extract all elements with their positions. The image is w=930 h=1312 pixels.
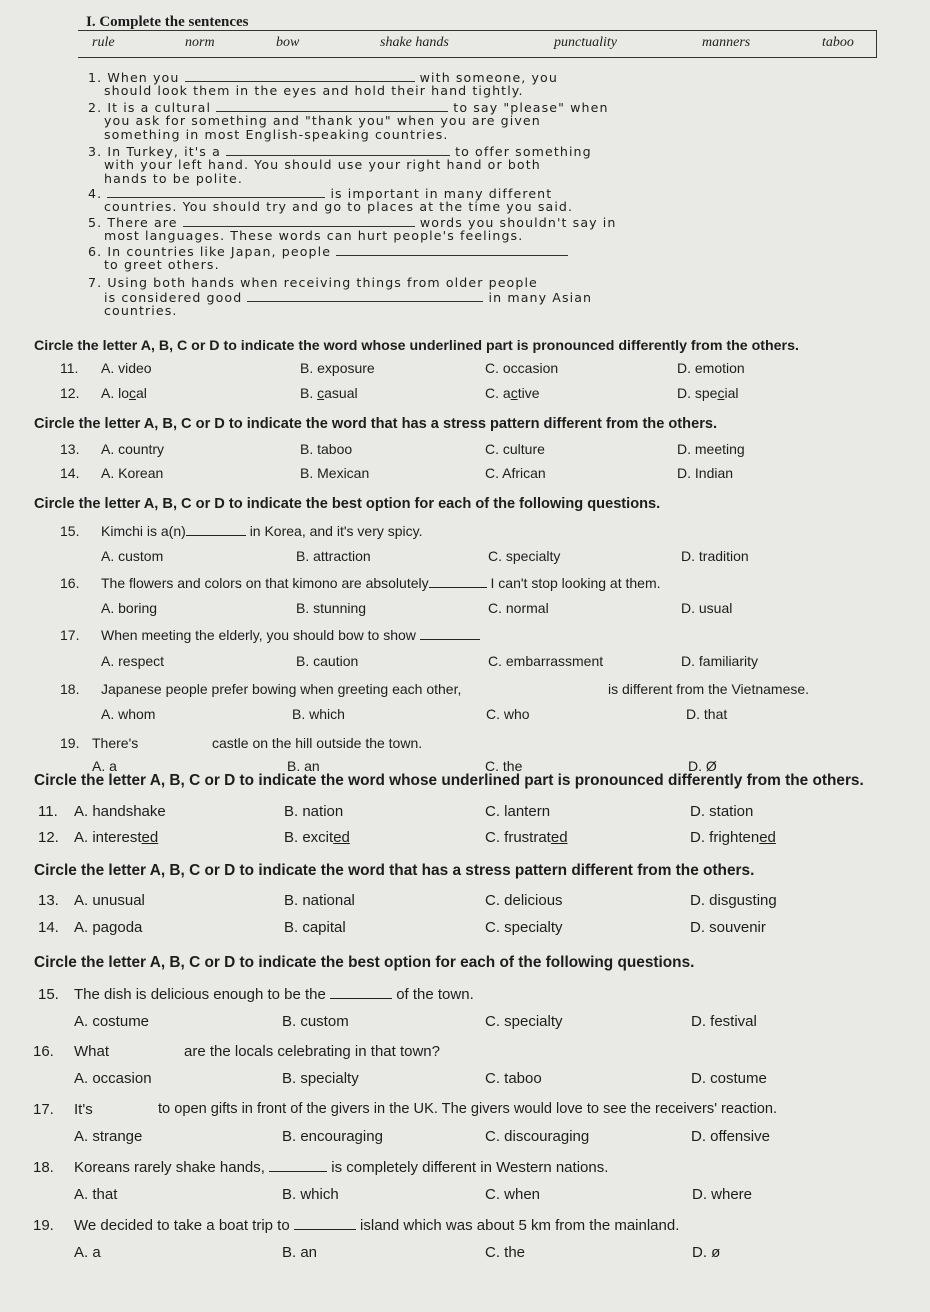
option-d[interactable]: D. disgusting <box>690 892 777 909</box>
option-a[interactable]: A. strange <box>74 1128 143 1145</box>
question-number: 15. <box>60 523 80 539</box>
sentence-line: most languages. These words can hurt people's feelings. <box>104 228 524 243</box>
question-number: 13. <box>38 892 59 909</box>
answer-blank[interactable] <box>429 575 487 588</box>
option-c[interactable]: C. who <box>486 706 530 722</box>
word-bank-item: norm <box>185 35 215 50</box>
question-number: 19. <box>33 1217 54 1234</box>
question-stem: It's <box>74 1101 93 1118</box>
option-d[interactable]: D. emotion <box>677 360 745 376</box>
sentence-5: 5. There are words you shouldn't say in <box>88 215 617 230</box>
option-a[interactable]: A. Korean <box>101 465 164 481</box>
question-number: 16. <box>60 575 80 591</box>
word-bank-item: shake hands <box>380 35 449 50</box>
option-b[interactable]: B. capital <box>284 919 346 936</box>
instruction-stress: Circle the letter A, B, C or D to indicate the word that has a stress pattern different from the others. <box>34 862 755 879</box>
sentence-6: 6. In countries like Japan, people <box>88 244 568 259</box>
option-d[interactable]: D. frightened <box>690 829 776 846</box>
option-a[interactable]: A. custom <box>101 548 164 564</box>
sentence-3: 3. In Turkey, it's a to offer something <box>88 144 592 159</box>
instruction-stress: Circle the letter A, B, C or D to indicate the word that has a stress pattern different from the others. <box>34 416 718 432</box>
option-c[interactable]: C. specialty <box>485 1013 563 1030</box>
option-a[interactable]: A. occasion <box>74 1070 152 1087</box>
word-bank-item: manners <box>702 35 751 50</box>
option-c[interactable]: C. frustrated <box>485 829 568 846</box>
option-b[interactable]: B. which <box>292 706 345 722</box>
option-a[interactable]: A. costume <box>74 1013 150 1030</box>
option-d[interactable]: D. tradition <box>681 548 749 564</box>
sentence-line: should look them in the eyes and hold their hand tightly. <box>104 83 524 98</box>
question-number: 14. <box>60 465 80 481</box>
sentence-line: with your left hand. You should use your right hand or both <box>104 157 541 172</box>
option-c[interactable]: C. specialty <box>485 919 563 936</box>
answer-blank[interactable] <box>247 290 483 302</box>
question-number: 19. <box>60 735 80 751</box>
sentence-4: 4. is important in many different <box>88 186 553 201</box>
answer-blank[interactable] <box>269 1159 327 1172</box>
option-a[interactable]: A. a <box>92 758 117 774</box>
option-c[interactable]: C. the <box>485 1244 526 1261</box>
answer-blank[interactable] <box>185 70 415 82</box>
option-b[interactable]: B. Mexican <box>300 465 370 481</box>
option-b[interactable]: B. an <box>287 758 320 774</box>
sentence-line: countries. <box>104 303 178 318</box>
answer-blank[interactable] <box>183 215 415 227</box>
option-c[interactable]: C. normal <box>488 600 549 616</box>
question-stem: The dish is delicious enough to be the of the town. <box>74 986 474 1003</box>
option-c[interactable]: C. the <box>485 758 523 774</box>
section-title: I. Complete the sentences <box>86 14 249 30</box>
question-stem: Kimchi is a(n) in Korea, and it's very spicy. <box>101 523 423 539</box>
question-stem: Japanese people prefer bowing when greeting each other, <box>101 681 462 697</box>
option-d[interactable]: D. festival <box>691 1013 757 1030</box>
question-number: 13. <box>60 441 80 457</box>
option-d[interactable]: D. meeting <box>677 441 745 457</box>
question-stem-end: castle on the hill outside the town. <box>212 735 423 751</box>
answer-blank[interactable] <box>336 244 568 256</box>
option-b[interactable]: B. custom <box>282 1013 349 1030</box>
question-number: 11. <box>60 360 79 376</box>
sentence-2: 2. It is a cultural to say "please" when <box>88 100 609 115</box>
question-number: 11. <box>38 803 58 820</box>
option-c[interactable]: C. African <box>485 465 546 481</box>
word-bank-item: bow <box>276 35 300 50</box>
question-number: 14. <box>38 919 59 936</box>
option-a[interactable]: A. pagoda <box>74 919 143 936</box>
option-c[interactable]: C. lantern <box>485 803 551 820</box>
sentence-line: hands to be polite. <box>104 171 243 186</box>
answer-blank[interactable] <box>294 1217 356 1230</box>
option-a[interactable]: A. boring <box>101 600 158 616</box>
sentence-line: you ask for something and "thank you" when you are given <box>104 113 541 128</box>
question-number: 12. <box>60 385 80 401</box>
option-b[interactable]: B. stunning <box>296 600 367 616</box>
option-d[interactable]: D. where <box>692 1186 753 1203</box>
question-number: 18. <box>33 1159 54 1176</box>
option-d[interactable]: D. usual <box>681 600 733 616</box>
option-a[interactable]: A. country <box>101 441 165 457</box>
answer-blank[interactable] <box>226 144 450 156</box>
word-bank-item: taboo <box>822 35 854 50</box>
option-a[interactable]: A. unusual <box>74 892 145 909</box>
question-number: 16. <box>33 1043 54 1060</box>
question-number: 17. <box>33 1101 54 1118</box>
sentence-1: 1. When you with someone, you <box>88 70 558 85</box>
answer-blank[interactable] <box>330 986 392 999</box>
question-stem-end: are the locals celebrating in that town? <box>184 1043 440 1060</box>
option-b[interactable]: B. nation <box>284 803 344 820</box>
question-number: 17. <box>60 627 80 643</box>
option-d[interactable]: D. offensive <box>691 1128 770 1145</box>
sentence-7: 7. Using both hands when receiving things from older people <box>88 275 538 290</box>
question-stem: When meeting the elderly, you should bow to show <box>101 627 480 643</box>
option-c[interactable]: C. delicious <box>485 892 563 909</box>
option-b[interactable]: B. taboo <box>300 441 353 457</box>
question-number: 15. <box>38 986 59 1003</box>
option-b[interactable]: B. which <box>282 1186 339 1203</box>
sentence-line: to greet others. <box>104 257 220 272</box>
option-b[interactable]: B. attraction <box>296 548 371 564</box>
instruction-pronunciation: Circle the letter A, B, C or D to indicate the word whose underlined part is pronounced differently from the others. <box>34 338 799 354</box>
word-bank-item: rule <box>92 35 115 50</box>
option-d[interactable]: D. Indian <box>677 465 734 481</box>
option-b[interactable]: B. specialty <box>282 1070 359 1087</box>
answer-blank[interactable] <box>107 186 325 198</box>
question-stem: The flowers and colors on that kimono are absolutely I can't stop looking at them. <box>101 575 661 591</box>
option-a[interactable]: A. video <box>101 360 152 376</box>
question-stem-end: to open gifts in front of the givers in the UK. The givers would love to see the receivers' reaction. <box>158 1101 778 1117</box>
option-b[interactable]: B. national <box>284 892 355 909</box>
sentence-line: something in most English-speaking countries. <box>104 127 449 142</box>
option-b[interactable]: B. caution <box>296 653 359 669</box>
instruction-pronunciation: Circle the letter A, B, C or D to indicate the word whose underlined part is pronounced differently from the others. <box>34 772 864 789</box>
question-stem: There's <box>92 735 139 751</box>
question-stem: Koreans rarely shake hands, is completely different in Western nations. <box>74 1159 609 1176</box>
answer-blank[interactable] <box>186 523 246 536</box>
option-a[interactable]: A. respect <box>101 653 165 669</box>
option-b[interactable]: B. excited <box>284 829 350 846</box>
question-number: 12. <box>38 829 59 846</box>
option-a[interactable]: A. whom <box>101 706 156 722</box>
option-d[interactable]: D. costume <box>691 1070 767 1087</box>
option-d[interactable]: D. souvenir <box>690 919 766 936</box>
instruction-best-option: Circle the letter A, B, C or D to indicate the best option for each of the following questions. <box>34 496 661 512</box>
option-a[interactable]: A. local <box>101 385 147 401</box>
option-d[interactable]: D. ø <box>692 1244 721 1261</box>
option-c[interactable]: C. active <box>485 385 540 401</box>
option-a[interactable]: A. a <box>74 1244 101 1261</box>
option-b[interactable]: B. encouraging <box>282 1128 383 1145</box>
option-c[interactable]: C. taboo <box>485 1070 542 1087</box>
question-stem: What <box>74 1043 110 1060</box>
instruction-best-option: Circle the letter A, B, C or D to indicate the best option for each of the following questions. <box>34 954 695 971</box>
sentence-line: is considered good in many Asian <box>104 290 593 305</box>
answer-blank[interactable] <box>420 627 480 640</box>
option-a[interactable]: A. interested <box>74 829 159 846</box>
sentence-line: countries. You should try and go to places at the time you said. <box>104 199 574 214</box>
word-bank-item: punctuality <box>554 35 617 50</box>
option-d[interactable]: D. familiarity <box>681 653 759 669</box>
option-a[interactable]: A. that <box>74 1186 118 1203</box>
option-d[interactable]: D. station <box>690 803 754 820</box>
option-b[interactable]: B. casual <box>300 385 358 401</box>
option-b[interactable]: B. an <box>282 1244 318 1261</box>
question-stem: We decided to take a boat trip to island which was about 5 km from the mainland. <box>74 1217 680 1234</box>
option-d[interactable]: D. that <box>686 706 728 722</box>
option-c[interactable]: C. specialty <box>488 548 561 564</box>
question-stem-end: is different from the Vietnamese. <box>608 681 810 697</box>
option-c[interactable]: C. culture <box>485 441 545 457</box>
option-d[interactable]: D. special <box>677 385 739 401</box>
answer-blank[interactable] <box>216 100 448 112</box>
option-a[interactable]: A. handshake <box>74 803 166 820</box>
option-c[interactable]: C. when <box>485 1186 541 1203</box>
question-number: 18. <box>60 681 80 697</box>
option-c[interactable]: C. occasion <box>485 360 559 376</box>
option-c[interactable]: C. discouraging <box>485 1128 590 1145</box>
option-c[interactable]: C. embarrassment <box>488 653 604 669</box>
option-d[interactable]: D. Ø <box>688 758 717 774</box>
option-b[interactable]: B. exposure <box>300 360 375 376</box>
